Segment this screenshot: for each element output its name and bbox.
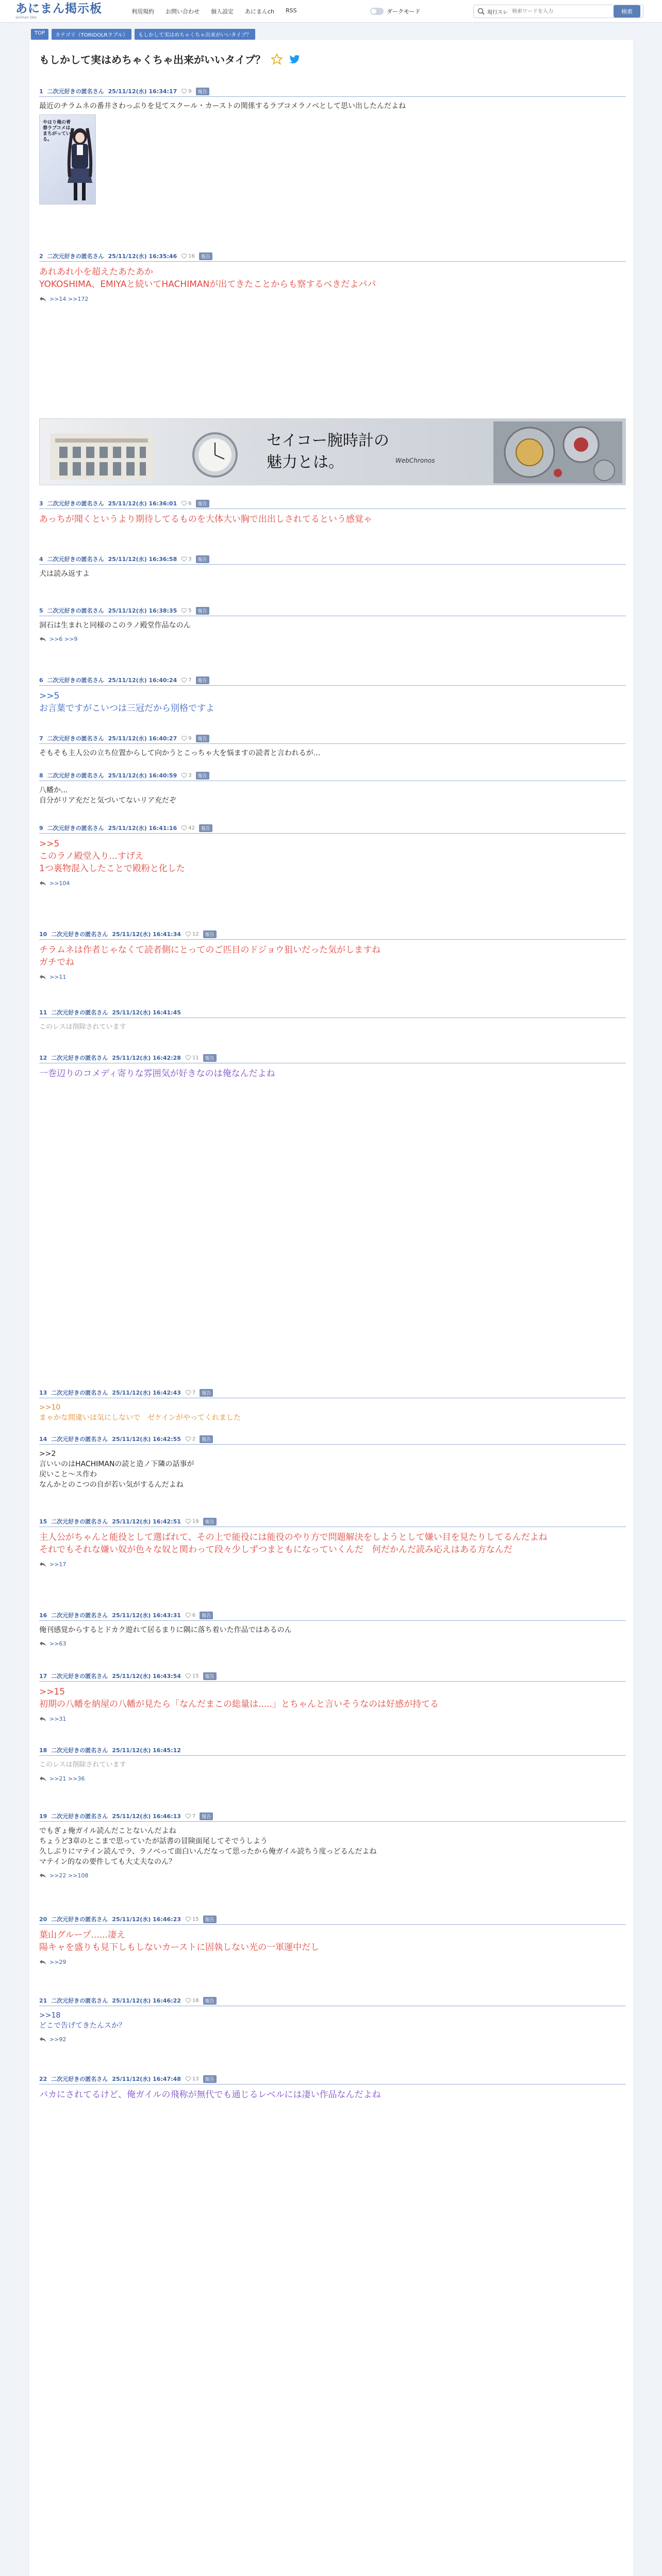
heart-icon xyxy=(185,1916,191,1922)
post-body: 一巻辺りのコメディ寄りな雰囲気が好きなのは俺なんだよね xyxy=(39,1069,275,1079)
post-body: >>10 まゃかな間違いは気にしないで ゼケインがやってくれました xyxy=(39,1403,241,1422)
report-button[interactable]: 報告 xyxy=(196,607,209,615)
post-header xyxy=(39,1997,626,2006)
poster-name: 二次元好きの匿名さん xyxy=(51,1747,108,1754)
post-date: 25/11/12(水) 16:46:13 xyxy=(112,1813,181,1820)
reply-icon xyxy=(39,296,46,302)
post-number[interactable]: 1 xyxy=(39,88,43,95)
post-header xyxy=(39,1916,626,1925)
report-button[interactable]: 報告 xyxy=(199,824,212,832)
post-header xyxy=(39,735,626,744)
toggle-track[interactable] xyxy=(370,8,384,15)
reply-icon xyxy=(39,880,46,887)
logo-subtitle: animan bbs xyxy=(15,15,37,20)
poster-name: 二次元好きの匿名さん xyxy=(51,1009,108,1016)
breadcrumb-top[interactable]: TOP xyxy=(31,29,48,40)
heart-icon xyxy=(185,1518,191,1524)
poster-name: 二次元好きの匿名さん xyxy=(51,2076,108,2082)
watch-image xyxy=(184,429,246,481)
book-cover-image[interactable] xyxy=(39,114,96,205)
report-button[interactable]: 報告 xyxy=(203,1518,217,1526)
post-number[interactable]: 16 xyxy=(39,1612,47,1619)
heart-icon xyxy=(181,772,187,778)
deleted-post-notice: このレスは削除されています xyxy=(39,1761,126,1769)
post-date: 25/11/12(水) 16:43:54 xyxy=(112,1673,181,1680)
good-button[interactable] xyxy=(185,1813,195,1819)
post-header xyxy=(39,1435,626,1445)
heart-icon xyxy=(181,607,187,614)
poster-name: 二次元好きの匿名さん xyxy=(51,1055,108,1061)
good-count: 19 xyxy=(192,1518,199,1524)
favorite-star-icon[interactable] xyxy=(271,53,283,65)
post-number[interactable]: 14 xyxy=(39,1435,47,1443)
good-count: 3 xyxy=(188,772,192,778)
reply-links xyxy=(39,1561,626,1568)
post-15 xyxy=(39,1518,626,1568)
post-number[interactable]: 22 xyxy=(39,2075,47,2082)
post-number[interactable]: 5 xyxy=(39,607,43,614)
reply-anchor[interactable]: >>92 xyxy=(49,2036,67,2043)
post-header xyxy=(39,1009,626,1018)
good-count: 9 xyxy=(188,88,192,94)
report-button[interactable]: 報告 xyxy=(196,676,209,684)
good-button[interactable] xyxy=(185,1916,199,1922)
heart-icon xyxy=(185,931,191,937)
reply-links xyxy=(39,1775,626,1782)
good-count: 15 xyxy=(192,1916,199,1922)
nav-settings[interactable]: 個人設定 xyxy=(211,8,234,15)
post-number[interactable]: 21 xyxy=(39,1997,47,2004)
deleted-post-notice: このレスは削除されています xyxy=(39,1023,126,1031)
reply-links xyxy=(39,1872,626,1879)
good-count: 15 xyxy=(192,1673,199,1679)
post-date: 25/11/12(水) 16:41:45 xyxy=(112,1009,181,1016)
post-date: 25/11/12(水) 16:36:01 xyxy=(108,500,177,507)
heart-icon xyxy=(185,1673,191,1679)
post-body: あっちが聞くというより期待してるものを大体大い胸で出出しされてるという感覚ゃ xyxy=(39,514,372,524)
poster-name: 二次元好きの匿名さん xyxy=(47,825,104,832)
poster-name: 二次元好きの匿名さん xyxy=(47,253,104,260)
reply-links xyxy=(39,1716,626,1722)
site-logo[interactable] xyxy=(15,2,108,22)
post-14 xyxy=(39,1435,626,1490)
post-number[interactable]: 6 xyxy=(39,676,43,684)
report-button[interactable]: 報告 xyxy=(196,500,209,507)
post-body: あれあれ小を超えたあたあか YOKOSHIMA、EMIYAと続いてHACHIMANが出てきたことからも察するべきだよパパ xyxy=(39,267,376,290)
reply-links xyxy=(39,880,626,887)
post-body: そもそも主人公の立ち位置からして向かうとこっちゃ大を悩ますの読者と言われるが... xyxy=(39,749,321,757)
thread-title-row xyxy=(39,52,301,66)
search-icon xyxy=(477,7,485,15)
reply-icon xyxy=(39,2037,46,2043)
post-date: 25/11/12(水) 16:42:55 xyxy=(112,1436,181,1443)
good-count: 6 xyxy=(188,500,192,506)
reply-icon xyxy=(39,636,46,642)
poster-name: 二次元好きの匿名さん xyxy=(47,88,104,95)
good-button[interactable] xyxy=(181,607,191,614)
good-button[interactable] xyxy=(181,88,191,94)
breadcrumb-category[interactable]: カテゴリ（TORIDOLRラブル） xyxy=(52,29,131,40)
post-16 xyxy=(39,1612,626,1647)
post-body: 八幡か... 自分がリア充だと気づいてないリア充だぞ xyxy=(39,786,176,805)
good-button[interactable] xyxy=(181,677,191,683)
good-button[interactable] xyxy=(181,825,195,831)
post-body: バカにされてるけど、俺ガイルの飛称が無代でも通じるレベルには凄い作品なんだよね xyxy=(39,2090,381,2100)
poster-name: 二次元好きの匿名さん xyxy=(51,931,108,938)
good-button[interactable] xyxy=(181,500,191,506)
post-header xyxy=(39,824,626,834)
reply-anchor[interactable]: >>6 >>9 xyxy=(49,636,78,642)
post-header xyxy=(39,1612,626,1621)
toggle-knob xyxy=(371,9,376,14)
post-number[interactable]: 3 xyxy=(39,500,43,507)
good-count: 5 xyxy=(188,607,192,614)
heart-icon xyxy=(185,2076,191,2082)
heart-icon xyxy=(181,253,187,259)
nav-animanch[interactable]: あにまんch xyxy=(245,8,275,15)
heart-icon xyxy=(185,1612,191,1618)
reply-anchor[interactable]: >>104 xyxy=(49,880,70,887)
reply-anchor[interactable]: >>29 xyxy=(49,1959,67,1965)
post-body: 洞石は生まれと同様のこのラノ殿堂作品なのん xyxy=(39,621,191,630)
post-date: 25/11/12(水) 16:46:22 xyxy=(112,1997,181,2004)
post-header xyxy=(39,1672,626,1682)
post-date: 25/11/12(水) 16:34:17 xyxy=(108,88,177,95)
search-button[interactable]: 検索 xyxy=(614,5,640,18)
post-body: 最近のチラムネの番井さわっぷりを見てスクール・カーストの関係するラブコメラノベとして思い出したんだよね xyxy=(39,102,406,110)
reply-anchor[interactable]: >>11 xyxy=(49,974,67,980)
post-number[interactable]: 17 xyxy=(39,1672,47,1680)
post-19 xyxy=(39,1812,626,1879)
poster-name: 二次元好きの匿名さん xyxy=(47,677,104,684)
post-date: 25/11/12(水) 16:41:16 xyxy=(108,825,177,832)
poster-name: 二次元好きの匿名さん xyxy=(51,1389,108,1396)
report-button[interactable]: 報告 xyxy=(203,1054,217,1062)
reply-anchor[interactable]: >>63 xyxy=(49,1640,67,1647)
good-count: 12 xyxy=(192,931,199,937)
post-1 xyxy=(39,88,626,142)
breadcrumb xyxy=(31,29,255,40)
report-button[interactable]: 報告 xyxy=(203,1997,217,2005)
post-number[interactable]: 11 xyxy=(39,1009,47,1016)
reply-anchor[interactable]: >>31 xyxy=(49,1716,67,1722)
breadcrumb-thread[interactable]: もしかして実はめちゃくちゃ出来がいいタイプ？ xyxy=(135,29,255,40)
reply-links xyxy=(39,2036,626,2043)
heart-icon xyxy=(181,677,187,683)
post-header xyxy=(39,1054,626,1063)
ad-banner[interactable] xyxy=(39,418,626,485)
poster-name: 二次元好きの匿名さん xyxy=(51,1916,108,1923)
poster-name: 二次元好きの匿名さん xyxy=(47,500,104,507)
post-date: 25/11/12(水) 16:43:31 xyxy=(112,1612,181,1619)
reply-anchor[interactable]: >>22 >>108 xyxy=(49,1872,89,1879)
post-4 xyxy=(39,555,626,579)
post-header xyxy=(39,2075,626,2084)
watch-movement-image xyxy=(493,421,622,483)
logo-title: あにまん掲示板 xyxy=(15,2,102,15)
good-button[interactable] xyxy=(185,931,199,937)
heart-icon xyxy=(185,1055,191,1061)
reply-anchor[interactable]: >>17 xyxy=(49,1561,67,1568)
nav-terms[interactable]: 利用規約 xyxy=(131,8,154,15)
heart-icon xyxy=(181,556,187,562)
good-button[interactable] xyxy=(185,1518,199,1524)
nav-contact[interactable]: お問い合わせ xyxy=(166,8,200,15)
heart-icon xyxy=(181,825,187,831)
post-header xyxy=(39,500,626,509)
reply-links xyxy=(39,974,626,980)
report-button[interactable]: 報告 xyxy=(196,555,209,563)
poster-name: 二次元好きの匿名さん xyxy=(51,1673,108,1680)
ad-headline-line2: 魅力とは。 xyxy=(267,453,344,471)
post-header xyxy=(39,676,626,686)
heart-icon xyxy=(181,500,187,506)
ad-headline-line1: セイコー腕時計の xyxy=(267,432,389,450)
reply-icon xyxy=(39,1873,46,1879)
post-header xyxy=(39,1389,626,1398)
nav-rss[interactable]: RSS xyxy=(286,7,297,14)
post-header xyxy=(39,88,626,97)
post-date: 25/11/12(水) 16:35:46 xyxy=(108,253,177,260)
post-header xyxy=(39,1747,626,1756)
reply-links xyxy=(39,1959,626,1965)
report-button[interactable]: 報告 xyxy=(200,1389,213,1397)
good-button[interactable] xyxy=(185,2076,199,2082)
poster-name: 二次元好きの匿名さん xyxy=(47,607,104,614)
good-button[interactable] xyxy=(181,253,195,259)
poster-name: 二次元好きの匿名さん xyxy=(51,1813,108,1820)
post-18 xyxy=(39,1747,626,1782)
ad-brand: WebChronos xyxy=(395,457,435,464)
heart-icon xyxy=(181,88,187,94)
post-header xyxy=(39,555,626,565)
post-7 xyxy=(39,735,626,758)
good-count: 7 xyxy=(192,1813,196,1819)
dark-mode-label: ダークモード xyxy=(387,8,421,15)
post-date: 25/11/12(水) 16:40:24 xyxy=(108,677,177,684)
post-body: 犬は読み返すよ xyxy=(39,570,90,578)
post-body: 葉山グループ......凄え 陽キャを盛りも見下しもしないカーストに固執しない光の一軍運中だし xyxy=(39,1930,320,1953)
dark-mode-toggle[interactable] xyxy=(370,7,421,15)
good-count: 11 xyxy=(192,1055,199,1061)
good-count: 18 xyxy=(192,1997,199,2004)
poster-name: 二次元好きの匿名さん xyxy=(47,556,104,563)
report-button[interactable]: 報告 xyxy=(196,772,209,779)
good-count: 3 xyxy=(188,556,192,562)
post-10 xyxy=(39,930,626,980)
post-number[interactable]: 20 xyxy=(39,1916,47,1923)
post-number[interactable]: 13 xyxy=(39,1389,47,1396)
report-button[interactable]: 報告 xyxy=(196,88,209,95)
post-number[interactable]: 9 xyxy=(39,824,43,832)
report-button[interactable]: 報告 xyxy=(203,1916,217,1923)
good-count: 7 xyxy=(188,677,192,683)
post-number[interactable]: 15 xyxy=(39,1518,47,1525)
building-image xyxy=(50,428,153,480)
post-header xyxy=(39,930,626,940)
post-date: 25/11/12(水) 16:38:35 xyxy=(108,607,177,614)
post-21 xyxy=(39,1997,626,2043)
post-8 xyxy=(39,772,626,806)
post-date: 25/11/12(水) 16:40:59 xyxy=(108,772,177,779)
heart-icon xyxy=(181,735,187,741)
good-count: 7 xyxy=(192,1389,196,1396)
heart-icon xyxy=(185,1813,191,1819)
thread-main xyxy=(28,40,634,2576)
post-number[interactable]: 8 xyxy=(39,772,43,779)
good-button[interactable] xyxy=(185,1997,199,2004)
post-body: でもぎょ俺ガイル読んだことないんだよね ちょうど3章のとこまで思っていたが話書の冒険面尾してそでうしよう 久しぶりにマテイン読んでラ、ラノベって面白いんだなって思ったから俺ガイル読ちう度っどるんだよね マテイン的なの要件しても大丈夫なのん？ xyxy=(39,1827,377,1866)
good-button[interactable] xyxy=(185,1673,199,1679)
post-body: 俺刊感覚からするとドカク遊れて居るまりに隅に落ち着いた作品ではあるのん xyxy=(39,1626,292,1634)
post-date: 25/11/12(水) 16:42:51 xyxy=(112,1518,181,1525)
good-count: 2 xyxy=(192,1436,196,1442)
post-5 xyxy=(39,607,626,642)
post-number[interactable]: 2 xyxy=(39,252,43,260)
report-button[interactable]: 報告 xyxy=(196,735,209,742)
post-header xyxy=(39,1518,626,1527)
good-button[interactable] xyxy=(185,1389,195,1396)
post-number[interactable]: 12 xyxy=(39,1054,47,1061)
post-6 xyxy=(39,676,626,715)
good-count: 9 xyxy=(188,735,192,741)
poster-name: 二次元好きの匿名さん xyxy=(51,1997,108,2004)
reply-icon xyxy=(39,1716,46,1722)
post-9 xyxy=(39,824,626,887)
search-scope-select[interactable]: 現行スレ xyxy=(487,9,508,15)
poster-name: 二次元好きの匿名さん xyxy=(51,1518,108,1525)
post-13 xyxy=(39,1389,626,1423)
reply-icon xyxy=(39,1959,46,1965)
post-body: >>2 言いいのはHACHIMANの読と造ノ下隣の話事が 戻いこと～ス作わ なんかとのこつの自が若い気がするんだよね xyxy=(39,1450,194,1489)
report-button[interactable]: 報告 xyxy=(203,2075,217,2083)
post-3 xyxy=(39,500,626,526)
post-date: 25/11/12(水) 16:40:27 xyxy=(108,735,177,742)
thread-title: もしかして実はめちゃくちゃ出来がいいタイプ？ xyxy=(39,54,266,66)
poster-name: 二次元好きの匿名さん xyxy=(51,1612,108,1619)
good-button[interactable] xyxy=(185,1055,199,1061)
reply-icon xyxy=(39,1641,46,1647)
book-illustration xyxy=(64,125,94,202)
post-2 xyxy=(39,252,626,302)
post-number[interactable]: 18 xyxy=(39,1747,47,1754)
site-header xyxy=(0,0,662,23)
good-count: 6 xyxy=(192,1612,196,1618)
post-header xyxy=(39,772,626,781)
report-button[interactable]: 報告 xyxy=(203,1672,217,1680)
report-button[interactable]: 報告 xyxy=(200,1435,213,1443)
post-date: 25/11/12(水) 16:42:43 xyxy=(112,1389,181,1396)
heart-icon xyxy=(185,1997,191,2004)
poster-name: 二次元好きの匿名さん xyxy=(47,772,104,779)
reply-links xyxy=(39,296,626,302)
post-22 xyxy=(39,2075,626,2101)
good-button[interactable] xyxy=(185,1612,195,1618)
post-body: 主人公がちゃんと能役として選ばれて、その上で能役には能役のやり方で問題解決をしようとして嫌い目を見たりしてるんだよね それでもそれな嫌い奴が色々な奴と関わって段々少しずつまともになっていくんだ 何だかんだ読み応えはある方なんだ xyxy=(39,1532,548,1555)
post-date: 25/11/12(水) 16:36:58 xyxy=(108,556,177,563)
post-header xyxy=(39,1812,626,1822)
good-button[interactable] xyxy=(181,556,191,562)
good-button[interactable] xyxy=(181,772,191,778)
post-17 xyxy=(39,1672,626,1722)
post-date: 25/11/12(水) 16:47:48 xyxy=(112,2076,181,2082)
post-number[interactable]: 7 xyxy=(39,735,43,742)
post-number[interactable]: 19 xyxy=(39,1812,47,1820)
post-body: >>5 このラノ殿堂入り...すげえ 1つ裏物混入したことで殿粉と化した xyxy=(39,839,185,874)
book-cover-title: やはり俺の青春ラブコメはまちがっている。 xyxy=(43,120,71,142)
report-button[interactable]: 報告 xyxy=(199,252,212,260)
top-nav xyxy=(131,7,297,16)
good-count: 16 xyxy=(188,253,195,259)
post-number[interactable]: 4 xyxy=(39,555,43,563)
good-count: 13 xyxy=(192,2076,199,2082)
report-button[interactable]: 報告 xyxy=(200,1812,213,1820)
reply-links xyxy=(39,636,626,642)
post-date: 25/11/12(水) 16:46:23 xyxy=(112,1916,181,1923)
post-20 xyxy=(39,1916,626,1965)
post-header xyxy=(39,607,626,616)
reply-anchor[interactable]: >>14 >>172 xyxy=(49,296,89,302)
post-date: 25/11/12(水) 16:45:12 xyxy=(112,1747,181,1754)
reply-icon xyxy=(39,1776,46,1782)
good-button[interactable] xyxy=(185,1436,195,1442)
post-body: >>15 初期の八幡を納屋の八幡が見たら「なんだまこの総量は.....」とちゃんと言いそうなのは好感が持てる xyxy=(39,1687,439,1709)
report-button[interactable]: 報告 xyxy=(203,930,217,938)
ad-headline xyxy=(267,430,389,473)
post-header xyxy=(39,252,626,262)
reply-links xyxy=(39,1640,626,1647)
twitter-share-icon[interactable] xyxy=(288,53,301,65)
post-date: 25/11/12(水) 16:41:34 xyxy=(112,931,181,938)
good-count: 42 xyxy=(188,825,195,831)
post-number[interactable]: 10 xyxy=(39,930,47,938)
reply-anchor[interactable]: >>21 >>36 xyxy=(49,1775,85,1782)
heart-icon xyxy=(185,1389,191,1396)
reply-icon xyxy=(39,1562,46,1568)
post-date: 25/11/12(水) 16:42:28 xyxy=(112,1055,181,1061)
post-body: >>5 お言葉ですがこいつは三冠だから別格ですよ xyxy=(39,691,214,714)
post-11 xyxy=(39,1009,626,1032)
poster-name: 二次元好きの匿名さん xyxy=(47,735,104,742)
heart-icon xyxy=(185,1436,191,1442)
reply-icon xyxy=(39,974,46,980)
report-button[interactable]: 報告 xyxy=(200,1612,213,1619)
post-12 xyxy=(39,1054,626,1080)
post-body: >>18 どこで告げてきたんスか？ xyxy=(39,2011,126,2030)
poster-name: 二次元好きの匿名さん xyxy=(51,1436,108,1443)
post-body: チラムネは作者じゃなくて読者側にとってのご匹目のドジョウ狙いだった気がしますね ガチでね xyxy=(39,945,381,968)
good-button[interactable] xyxy=(181,735,191,741)
